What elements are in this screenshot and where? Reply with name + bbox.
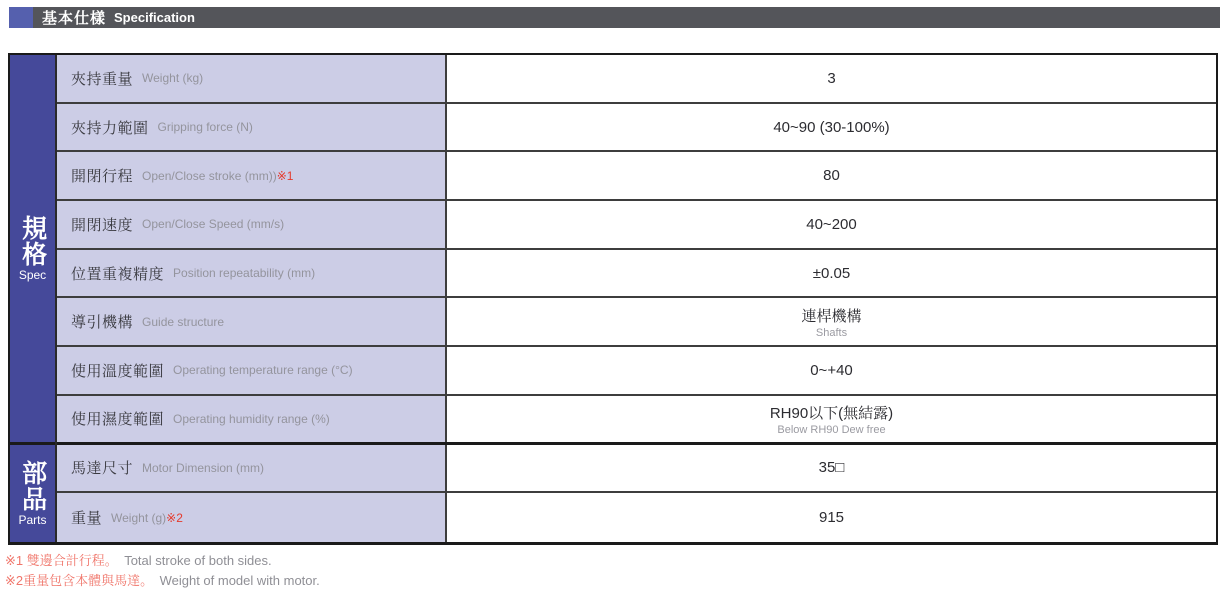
- value-main: 40~90 (30-100%): [773, 118, 890, 136]
- label-en: Motor Dimension (mm): [142, 460, 265, 475]
- value-main: 40~200: [806, 215, 857, 233]
- row-label: [57, 201, 447, 248]
- footnote-2-zh: ※2重量包含本體與馬達。: [5, 573, 154, 588]
- row-label: [57, 347, 447, 394]
- table-row-open-close-speed: [57, 201, 1216, 250]
- label-zh: 使用溫度範圍: [71, 362, 165, 380]
- label-zh: 夾持重量: [71, 70, 134, 88]
- value-main: 0~+40: [810, 361, 853, 379]
- table-row-guide-structure: [57, 298, 1216, 347]
- label-zh: 開閉行程: [71, 168, 134, 186]
- section-header: [9, 7, 1220, 28]
- category-parts-zh: 部品: [18, 460, 47, 512]
- row-value: [447, 445, 1216, 492]
- row-value: [447, 152, 1216, 199]
- value-main: 35□: [818, 459, 845, 477]
- label-note: ※2: [166, 510, 183, 525]
- row-value: [447, 396, 1216, 442]
- label-note: ※1: [276, 168, 294, 183]
- label-zh: 開閉速度: [71, 216, 134, 234]
- footnote-1-zh: ※1 雙邊合計行程。: [5, 553, 118, 568]
- row-value: [447, 250, 1216, 297]
- label-zh: 使用濕度範圍: [71, 411, 165, 429]
- label-zh: 導引機構: [71, 314, 134, 332]
- header-accent-square: [9, 7, 33, 28]
- footnote-1: [5, 551, 320, 571]
- label-en: Guide structure: [142, 314, 225, 329]
- row-label: [57, 445, 447, 492]
- value-main: 915: [818, 509, 845, 527]
- table-row-operating-humidity: [57, 396, 1216, 445]
- page-title-en: Specification: [114, 10, 195, 25]
- value-main: 連桿機構: [801, 307, 862, 325]
- label-en: Open/Close stroke (mm)): [142, 168, 277, 183]
- table-row-motor-dimension: [57, 445, 1216, 494]
- row-label: [57, 396, 447, 442]
- table-row-position-repeatability: [57, 250, 1216, 299]
- category-spec-zh: 規格: [18, 215, 47, 267]
- row-value: [447, 493, 1216, 542]
- row-value: [447, 104, 1216, 151]
- value-main: ±0.05: [812, 264, 851, 282]
- label-zh: 位置重複精度: [71, 265, 165, 283]
- table-row-operating-temperature: [57, 347, 1216, 396]
- row-label: [57, 298, 447, 345]
- table-row-open-close-stroke: [57, 152, 1216, 201]
- spec-table: [8, 53, 1218, 545]
- value-main: RH90以下(無結露): [769, 404, 894, 422]
- category-parts: [10, 445, 55, 542]
- label-en: Position repeatability (mm): [173, 266, 316, 281]
- label-zh: 馬達尺寸: [71, 460, 134, 478]
- table-row-gripping-force: [57, 104, 1216, 153]
- label-en: Weight (g): [111, 510, 167, 525]
- value-sub: Shafts: [815, 326, 848, 339]
- label-en: Operating humidity range (%): [173, 411, 330, 426]
- label-en: Weight (kg): [142, 71, 204, 86]
- value-main: 3: [827, 69, 836, 87]
- category-spine-column: [10, 55, 57, 542]
- row-label: [57, 55, 447, 102]
- footnote-2: [5, 571, 320, 591]
- category-spec: [10, 55, 55, 445]
- row-value: [447, 55, 1216, 102]
- row-value: [447, 201, 1216, 248]
- label-en: Open/Close Speed (mm/s): [142, 217, 285, 232]
- label-zh: 重量: [71, 510, 103, 528]
- value-main: 80: [823, 167, 840, 185]
- row-value: [447, 298, 1216, 345]
- row-label: [57, 493, 447, 542]
- label-en: Operating temperature range (°C): [173, 363, 353, 378]
- table-row-weight-g: [57, 493, 1216, 542]
- category-spec-en: Spec: [18, 268, 47, 282]
- label-zh: 夾持力範圍: [71, 119, 149, 137]
- header-title-bar: [33, 7, 1220, 28]
- page-title-zh: 基本仕樣: [42, 10, 107, 27]
- category-parts-en: Parts: [18, 513, 47, 527]
- label-en: Gripping force (N): [157, 120, 253, 135]
- table-rows: [57, 55, 1216, 542]
- row-label: [57, 152, 447, 199]
- row-label: [57, 104, 447, 151]
- footnote-1-en: Total stroke of both sides.: [124, 553, 272, 568]
- row-label: [57, 250, 447, 297]
- footnotes: [5, 551, 320, 591]
- footnote-2-en: Weight of model with motor.: [159, 573, 320, 588]
- value-sub: Below RH90 Dew free: [777, 423, 886, 436]
- row-value: [447, 347, 1216, 394]
- table-row-weight-kg: [57, 55, 1216, 104]
